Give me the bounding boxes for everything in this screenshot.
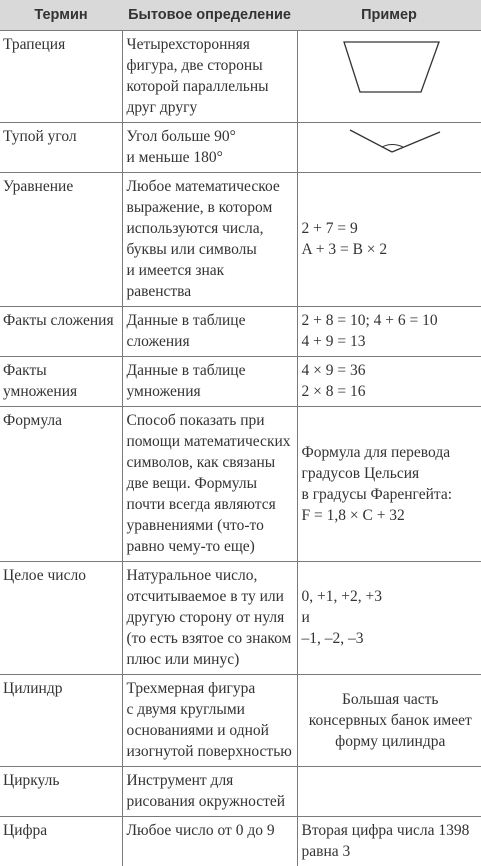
term-cell: [0, 675, 122, 767]
definition-line: Данные в таблице: [127, 360, 295, 381]
definition-line: используются числа,: [127, 218, 295, 239]
example-line: 2 + 7 = 9: [302, 218, 480, 239]
table-row: [0, 675, 481, 767]
example-line: Формула для перевода: [302, 442, 480, 463]
definition-line: основаниями и одной: [127, 720, 295, 741]
example-line: 4 × 9 = 36: [302, 360, 480, 381]
definition-line: (то есть взятое со знаком: [127, 628, 295, 649]
header-term: Термин: [0, 0, 122, 31]
term-cell: [0, 307, 122, 357]
example-cell: [297, 307, 481, 357]
definition-line: равно чему-то еще): [127, 536, 295, 557]
definition-line: Любое математическое: [127, 176, 295, 197]
term-cell: [0, 173, 122, 307]
term-line: Формула: [3, 410, 120, 431]
example-cell: [297, 407, 481, 562]
definition-cell: [122, 817, 297, 866]
term-cell: [0, 817, 122, 866]
definition-line: равенства: [127, 281, 295, 302]
definition-cell: [122, 357, 297, 407]
example-line: A + 3 = B × 2: [302, 239, 480, 260]
definition-cell: [122, 767, 297, 817]
obtuse-angle-icon: [302, 126, 481, 160]
definition-line: рисования окружностей: [127, 791, 295, 812]
table-row: [0, 767, 481, 817]
definition-line: Способ показать при: [127, 410, 295, 431]
definition-line: Натуральное число,: [127, 565, 295, 586]
definition-cell: [122, 307, 297, 357]
example-line: Вторая цифра числа 1398: [302, 820, 480, 841]
definition-line: которой параллельны: [127, 76, 295, 97]
definition-line: почти всегда являются: [127, 494, 295, 515]
trapezoid-icon: [302, 34, 481, 94]
table-row: [0, 357, 481, 407]
term-line: Цилиндр: [3, 678, 120, 699]
definition-line: фигура, две стороны: [127, 55, 295, 76]
definition-line: уравнениями (что-то: [127, 515, 295, 536]
term-cell: [0, 357, 122, 407]
definition-line: отсчитываемое в ту или: [127, 586, 295, 607]
definition-line: и меньше 180°: [127, 147, 295, 168]
definition-line: друг другу: [127, 97, 295, 118]
definition-cell: [122, 123, 297, 173]
header-row: [0, 0, 481, 31]
table-row: [0, 173, 481, 307]
table-row: [0, 307, 481, 357]
definition-line: Четырехсторонняя: [127, 34, 295, 55]
header-example: Пример: [297, 0, 481, 31]
definition-line: плюс или минус): [127, 649, 295, 670]
example-line: в градусы Фаренгейта:: [302, 484, 480, 505]
term-line: умножения: [3, 381, 120, 402]
term-line: Уравнение: [3, 176, 120, 197]
term-line: Факты сложения: [3, 310, 120, 331]
term-line: Факты: [3, 360, 120, 381]
definition-cell: [122, 407, 297, 562]
example-line: консервных банок имеет: [302, 710, 480, 731]
example-line: 2 × 8 = 16: [302, 381, 480, 402]
example-cell: [297, 357, 481, 407]
definition-cell: [122, 31, 297, 123]
example-cell: [297, 123, 481, 173]
term-line: Трапеция: [3, 34, 120, 55]
example-line: равна 3: [302, 841, 480, 862]
example-line: –1, –2, –3: [302, 628, 480, 649]
example-line: 0, +1, +2, +3: [302, 586, 480, 607]
example-line: градусов Цельсия: [302, 463, 480, 484]
term-cell: [0, 31, 122, 123]
term-line: Целое число: [3, 565, 120, 586]
definition-line: помощи математических: [127, 431, 295, 452]
example-line: 4 + 9 = 13: [302, 331, 480, 352]
definition-cell: [122, 173, 297, 307]
definition-line: умножения: [127, 381, 295, 402]
term-line: Тупой угол: [3, 126, 120, 147]
example-line: форму цилиндра: [302, 731, 480, 752]
term-line: Цифра: [3, 820, 120, 841]
definition-line: буквы или символы: [127, 239, 295, 260]
definition-cell: [122, 562, 297, 675]
definition-line: другую сторону от нуля: [127, 607, 295, 628]
definition-line: Инструмент для: [127, 770, 295, 791]
example-line: Большая часть: [302, 689, 480, 710]
definition-line: с двумя круглыми: [127, 699, 295, 720]
definition-line: Данные в таблице: [127, 310, 295, 331]
header-definition: Бытовое определение: [122, 0, 297, 31]
term-cell: [0, 123, 122, 173]
table-row: [0, 123, 481, 173]
table-row: [0, 407, 481, 562]
definition-line: символов, как связаны: [127, 452, 295, 473]
table-row: [0, 817, 481, 866]
term-cell: [0, 767, 122, 817]
definition-cell: [122, 675, 297, 767]
definition-line: Угол больше 90°: [127, 126, 295, 147]
definition-line: Любое число от 0 до 9: [127, 820, 295, 841]
definition-line: сложения: [127, 331, 295, 352]
example-cell: [297, 675, 481, 767]
term-line: Циркуль: [3, 770, 120, 791]
definition-line: выражение, в котором: [127, 197, 295, 218]
example-cell: [297, 31, 481, 123]
table-row: [0, 562, 481, 675]
example-cell: [297, 767, 481, 817]
definition-line: изогнутой поверхностью: [127, 741, 295, 762]
definition-line: и имеется знак: [127, 260, 295, 281]
example-line: F = 1,8 × C + 32: [302, 505, 480, 526]
definition-line: Трехмерная фигура: [127, 678, 295, 699]
example-cell: [297, 817, 481, 866]
example-line: и: [302, 607, 480, 628]
definition-line: две вещи. Формулы: [127, 473, 295, 494]
term-cell: [0, 407, 122, 562]
term-cell: [0, 562, 122, 675]
example-cell: [297, 173, 481, 307]
example-cell: [297, 562, 481, 675]
table-row: [0, 31, 481, 123]
example-line: 2 + 8 = 10; 4 + 6 = 10: [302, 310, 480, 331]
